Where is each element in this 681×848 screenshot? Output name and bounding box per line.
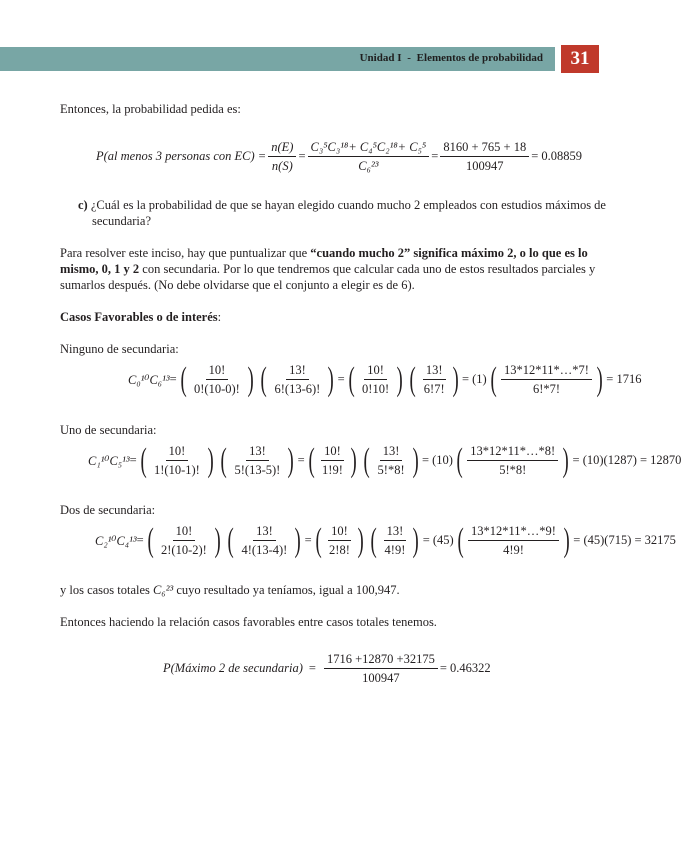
header-separator: - bbox=[407, 52, 411, 64]
case2-f4-num: 13! bbox=[384, 524, 407, 541]
case0-f1-num: 10! bbox=[206, 363, 229, 380]
case1-f1-den: 1!(10-1)! bbox=[154, 463, 200, 477]
favorables-colon: : bbox=[217, 310, 222, 324]
case2-f4-den: 4!9! bbox=[384, 543, 406, 557]
totals-text bbox=[60, 582, 400, 598]
case2-result: = (45)(715) = 32175 bbox=[573, 533, 676, 547]
final-den: 100947 bbox=[362, 671, 400, 685]
case2-coef: = (45) bbox=[422, 533, 454, 547]
case0-f5-den: 6!*7! bbox=[532, 382, 561, 396]
case2-f3-num: 10! bbox=[328, 524, 351, 541]
case2-f2-num: 13! bbox=[253, 524, 276, 541]
chapter-title: Elementos de probabilidad bbox=[416, 52, 543, 64]
case0-result: = 1716 bbox=[606, 372, 642, 386]
case1-f3-num: 10! bbox=[321, 444, 344, 461]
totals-after: cuyo resultado ya teníamos, igual a 100,947. bbox=[173, 583, 400, 597]
case1-f5-num: 13*12*11*…*8! bbox=[467, 444, 558, 461]
case0-f4-num: 13! bbox=[423, 363, 446, 380]
case1-f4-den: 5!*8! bbox=[377, 463, 405, 477]
eq1-ns: n(S) bbox=[271, 159, 293, 173]
case0-f2-num: 13! bbox=[286, 363, 309, 380]
eq1-value-fraction bbox=[440, 140, 529, 173]
case0-f4-den: 6!7! bbox=[423, 382, 445, 396]
running-header bbox=[360, 52, 543, 64]
unit-label: Unidad I bbox=[359, 52, 402, 64]
eq1-ne: n(E) bbox=[268, 140, 296, 157]
case0-coef: = (1) bbox=[461, 372, 487, 386]
case2-comb: C₂¹⁰C₄¹³ bbox=[95, 533, 137, 548]
case0-f5-num: 13*12*11*…*7! bbox=[501, 363, 592, 380]
case2-equation: C₂¹⁰C₄¹³ = ( $\frac{10!}{2!(10-2)!}$ ) ( $\frac{13!}{4!(13-4)!}$ ) = ( $\frac{10!}{2!8!}$ ) ( $\frac{13!}{4!9!}$ ) = (45) ( $\frac{13*12*11*\dots*9!}{4!9!}$ ) = (45)(715) = 32175 bbox=[95, 521, 676, 559]
case1-f4-num: 13! bbox=[380, 444, 403, 461]
case1-coef: = (10) bbox=[421, 453, 453, 467]
eq1-comb-fraction bbox=[308, 140, 430, 173]
eq1-comb-den: C₆²³ bbox=[358, 159, 379, 173]
final-result: = 0.46322 bbox=[439, 661, 491, 675]
case2-f5-den: 4!9! bbox=[503, 543, 524, 557]
relation-text: Entonces haciendo la relación casos favorables entre casos totales tenemos. bbox=[60, 615, 437, 629]
eq1-result: = 0.08859 bbox=[531, 149, 583, 163]
final-num: 1716 +12870 +32175 bbox=[324, 652, 438, 669]
case1-f1-num: 10! bbox=[166, 444, 189, 461]
case0-f1-den: 0!(10-0)! bbox=[194, 382, 240, 396]
case0-f3-num: 10! bbox=[364, 363, 387, 380]
case1-f2-den: 5!(13-5)! bbox=[234, 463, 281, 477]
eq1-value-den: 100947 bbox=[466, 159, 504, 173]
eq1-lhs: P(al menos 3 personas con EC) = bbox=[96, 149, 267, 163]
eq1-ratio bbox=[268, 140, 296, 173]
case1-f3-den: 1!9! bbox=[322, 463, 343, 477]
case2-f1-num: 10! bbox=[173, 524, 196, 541]
final-equals: = bbox=[308, 661, 316, 675]
totals-before: y los casos totales bbox=[60, 583, 154, 597]
case1-comb: C₁¹⁰C₅¹³ bbox=[88, 453, 130, 468]
eq1-comb-num: C₃⁵C₃¹⁸+ C₄⁵C₂¹⁸+ C₅⁵ bbox=[308, 140, 430, 157]
case1-f2-num: 13! bbox=[246, 444, 269, 461]
equation-1: P(al menos 3 personas con EC) = $\frac{n(E)}{n(S)}$ = $\frac{\text{C₃⁵C₃¹⁸+ C₄⁵C₂¹⁸+ C₅⁵}}{\text{C₆²³}}$ = $\frac{8160 + 765 + 18}{100947}$ = 0.08859 bbox=[96, 140, 583, 173]
case0-f3-den: 0!10! bbox=[362, 382, 390, 396]
case2-f2-den: 4!(13-4)! bbox=[241, 543, 288, 557]
para-after: con secundaria. Por lo que tendremos que calcular cada uno de estos resultados parciales y sumarlos después. (No debe olvidarse que el conjunto a elegir es de 6). bbox=[60, 262, 596, 292]
case1-label: Uno de secundaria: bbox=[60, 423, 157, 437]
final-equation bbox=[163, 652, 491, 685]
page-number: 31 bbox=[561, 45, 599, 73]
case0-comb: C₀¹⁰C₆¹³ bbox=[128, 372, 170, 387]
eq1-value-num: 8160 + 765 + 18 bbox=[440, 140, 529, 157]
case2-f5-num: 13*12*11*…*9! bbox=[468, 524, 559, 541]
case0-f2-den: 6!(13-6)! bbox=[274, 382, 321, 396]
case2-label: Dos de secundaria: bbox=[60, 503, 156, 517]
case2-f3-den: 2!8! bbox=[329, 543, 350, 557]
case1-equation: C₁¹⁰C₅¹³ = ( $\frac{10!}{1!(10-1)!}$ ) ( $\frac{13!}{5!(13-5)!}$ ) = ( $\frac{10!}{1!9!}$ ) ( $\frac{13!}{5!*8!}$ ) = (10) ( $\frac{13*12*11*\dots*8!}{5!*8!}$ ) = (10)(1287) = 12870 bbox=[88, 441, 681, 479]
question-c bbox=[78, 197, 612, 229]
totals-comb: C₆²³ bbox=[153, 583, 174, 597]
para-before: Para resolver este inciso, hay que puntualizar que bbox=[60, 246, 311, 260]
favorables-bold: Casos Favorables o de interés bbox=[60, 310, 218, 324]
question-label: c) bbox=[78, 198, 88, 212]
case0-label: Ninguno de secundaria: bbox=[60, 342, 179, 356]
case1-result: = (10)(1287) = 12870 bbox=[572, 453, 681, 467]
case2-f1-den: 2!(10-2)! bbox=[161, 543, 207, 557]
para-bold: “cuando mucho 2” significa máximo 2, o lo que es lo mismo, 0, 1 y 2 bbox=[60, 246, 588, 276]
favorables-heading bbox=[60, 309, 221, 325]
intro-text: Entonces, la probabilidad pedida es: bbox=[60, 102, 241, 116]
explanation-paragraph bbox=[60, 245, 600, 293]
question-text: ¿Cuál es la probabilidad de que se hayan elegido cuando mucho 2 empleados con estudios máximos de secundaria? bbox=[90, 198, 606, 228]
final-lhs: P(Máximo 2 de secundaria) bbox=[163, 661, 303, 675]
case1-f5-den: 5!*8! bbox=[499, 463, 527, 477]
case0-equation: C₀¹⁰C₆¹³ = ( $\frac{10!}{0!(10-0)!}$ ) ( $\frac{13!}{6!(13-6)!}$ ) = ( $\frac{10!}{0!10!}$ ) ( $\frac{13!}{6!7!}$ ) = (1) ( $\frac{13*12*11*\dots*7!}{6!*7!}$ ) = 1716 bbox=[128, 360, 642, 398]
final-fraction bbox=[324, 652, 438, 685]
